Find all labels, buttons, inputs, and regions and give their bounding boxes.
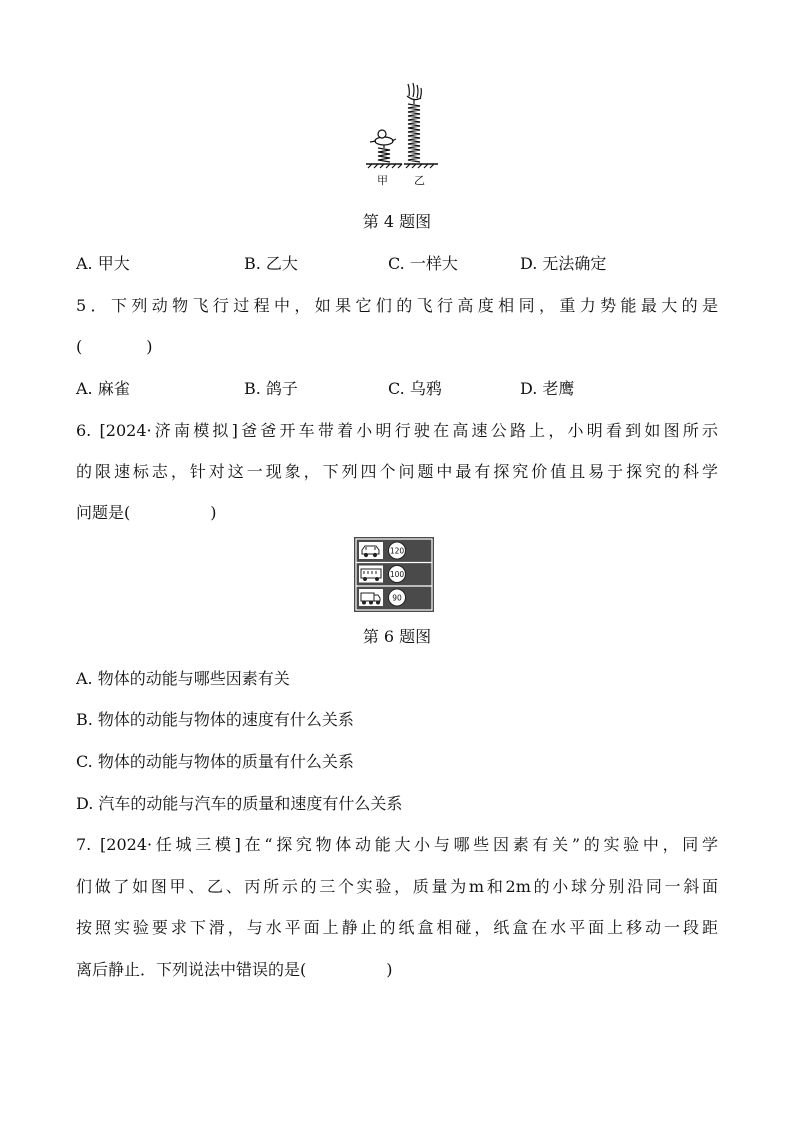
speed-value-2: 100 xyxy=(389,570,405,579)
q5-option-c: C. 乌鸦 xyxy=(388,379,442,398)
q6-stem-line3: 问题是( ) xyxy=(76,503,217,522)
speed-value-3: 90 xyxy=(392,593,402,603)
q6-option-c: C. 物体的动能与物体的质量有什么关系 xyxy=(76,752,354,771)
q4-option-a: A. 甲大 xyxy=(76,254,130,273)
q5-stem-line1: 5．下列动物飞行过程中，如果它们的飞行高度相同，重力势能最大的是 xyxy=(76,296,718,315)
q7-stem-line2: 们做了如图甲、乙、丙所示的三个实验，质量为m和2m的小球分别沿同一斜面 xyxy=(76,877,718,896)
q6-stem-line1: 6. [2024·济南模拟]爸爸开车带着小明行驶在高速公路上，小明看到如图所示 xyxy=(76,421,718,440)
q5-answer-blank: ( ) xyxy=(76,337,153,356)
hand-spring-figure xyxy=(404,83,438,168)
q4-option-b: B. 乙大 xyxy=(244,254,298,273)
q4-caption: 第 4 题图 xyxy=(362,212,432,231)
q4-option-d: D. 无法确定 xyxy=(520,254,607,273)
q5-option-d: D. 老鹰 xyxy=(520,379,575,398)
q6-option-a: A. 物体的动能与哪些因素有关 xyxy=(76,669,290,688)
toy-bird-spring-figure xyxy=(366,130,402,168)
q7-stem-line1: 7. [2024·任城三模]在“探究物体动能大小与哪些因素有关”的实验中，同学 xyxy=(76,835,718,854)
speed-limit-sign xyxy=(354,537,434,612)
figure-label-yi: 乙 xyxy=(414,174,425,187)
q5-option-b: B. 鸽子 xyxy=(244,379,298,398)
q6-option-d: D. 汽车的动能与汽车的质量和速度有什么关系 xyxy=(76,794,403,813)
figure-label-jia: 甲 xyxy=(377,174,388,187)
q7-stem-line4: 离后静止．下列说法中错误的是( ) xyxy=(76,960,393,979)
q7-stem-line3: 按照实验要求下滑，与水平面上静止的纸盒相碰，纸盒在水平面上移动一段距 xyxy=(76,918,718,937)
q5-option-a: A. 麻雀 xyxy=(76,379,130,398)
q6-stem-line2: 的限速标志，针对这一现象，下列四个问题中最有探究价值且易于探究的科学 xyxy=(76,462,718,481)
q4-option-c: C. 一样大 xyxy=(388,254,458,273)
speed-value-1: 120 xyxy=(389,546,405,556)
q6-caption: 第 6 题图 xyxy=(362,627,432,646)
q4-figure xyxy=(350,82,450,192)
q6-option-b: B. 物体的动能与物体的速度有什么关系 xyxy=(76,710,354,729)
